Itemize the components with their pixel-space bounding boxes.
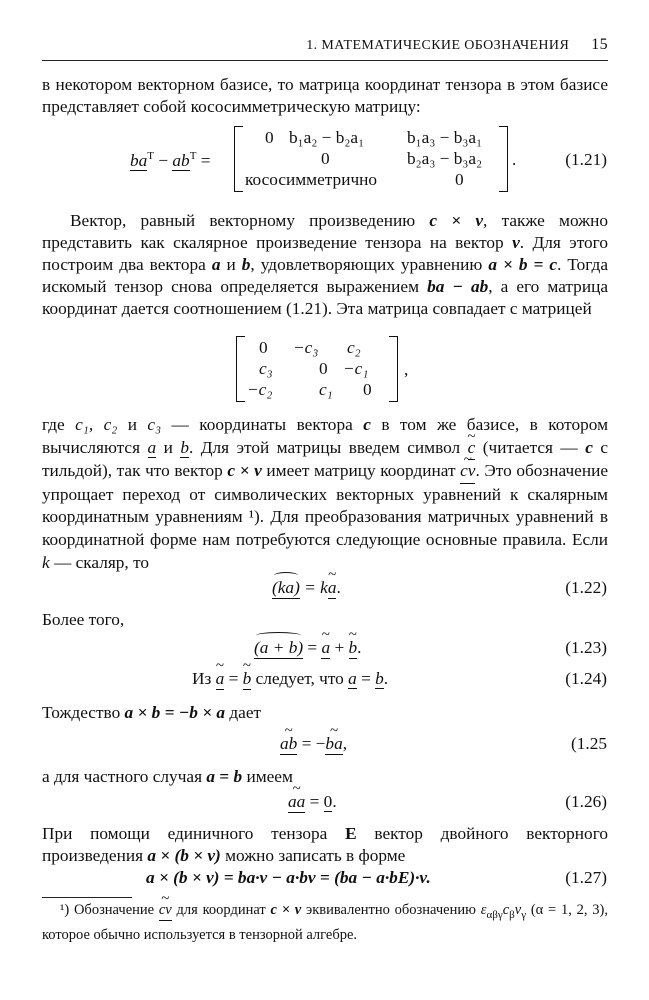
matrix-1-21 (234, 126, 508, 192)
running-header (42, 36, 608, 61)
paragraph-intro: в некотором векторном базисе, то матрица координат тензора в этом базисе представляет собой кососимметрическую матрицу: (42, 75, 608, 116)
paragraph-tilde-notation: где c₁, c₂ и c₃ — координаты вектора c в том же базисе, в котором вычисляются a и b. Для этой матрицы введем символ ~ c (читается — c с тильдой), так что вектор c × v имеет матрицу координат ~ cv. Это обозначение упрощает переход от символических векторных уравнений к скалярным координатным уравнениям ¹). Для преобразования матричных уравнений в координатной форме нам потребуются следующие основные правила. Если k — скаляр, то (42, 414, 608, 574)
equation-1-25: ~ ab = −~ ba, (280, 734, 347, 755)
matrix-cell: 0 (455, 170, 464, 189)
equation-number: (1.23) (565, 638, 607, 657)
chapter-title: 1. МАТЕМАТИЧЕСКИЕ ОБОЗНАЧЕНИЯ (306, 38, 570, 53)
footnote-rule (42, 897, 132, 898)
text-partial-case: а для частного случая a = b имеем (42, 767, 293, 786)
matrix-cell: кососимметрично (245, 170, 378, 189)
equation-number: (1.27) (565, 868, 607, 887)
footnote: ¹) Обозначение ~ cv для координат c × v эквивалентно обозначению $\varepsilon_{\alpha\beta\gamma}c_\beta v_\gamma$ (α = 1, 2, 3), которое обычно используется в тензорной алгебре. (42, 900, 608, 945)
equation-number: (1.26) (565, 792, 607, 811)
text-more: Более того, (42, 610, 125, 629)
paragraph-unit-tensor: При помощи единичного тензора E вектор двойного векторного произведения a × (b × v) можно записать в форме (42, 824, 608, 865)
matrix-c-tilde: 0 −c₃ c₂ c₃ 0 −c₁ −c₂ c₁ 0 (236, 336, 398, 402)
page-number: 15 (591, 36, 608, 53)
equation-1-23: (a + b) = ~ a + ~ b. (254, 638, 361, 659)
equation-number: (1.25 (571, 734, 607, 753)
matrix-cell: 0 (265, 128, 274, 147)
matrix-cell: b₁a₃ − b₃a₁ (407, 128, 483, 147)
equation-1-27: a × (b × v) = ba·v − a·bv = (ba − a·bE)·v. (146, 868, 431, 887)
equation-number: (1.24) (565, 669, 607, 688)
equation-1-24: Из ~ a = ~ b следует, что a = b. (192, 669, 388, 690)
matrix-cell: b₂a₃ − b₃a₂ (407, 149, 483, 168)
equation-1-26: ~ aa = 0. (288, 792, 337, 813)
equation-1-22: (ka) = k~ a. (272, 578, 341, 599)
text-identity: Тождество a × b = −b × a дает (42, 703, 262, 722)
equation-1-21-lhs: $ba^T - ab^T$ = (130, 150, 211, 170)
equation-number: (1.22) (565, 578, 607, 597)
matrix-cell: b₁a₂ − b₂a₁ (289, 128, 365, 147)
matrix-cell: 0 (321, 149, 330, 168)
paragraph-vector-product: Вектор, равный векторному произведению c × v, также можно представить как скалярное произведение тензора на вектор v. Для этого построим два вектора a и b, удовлетворяющих уравнению a × b = c. Тогда искомый тензор снова определяется выражением ba − ab, а его матрица координат дается соотношением (1.21). Эта матрица совпадает с матрицей (42, 211, 609, 318)
equation-number: (1.21) (565, 150, 607, 169)
